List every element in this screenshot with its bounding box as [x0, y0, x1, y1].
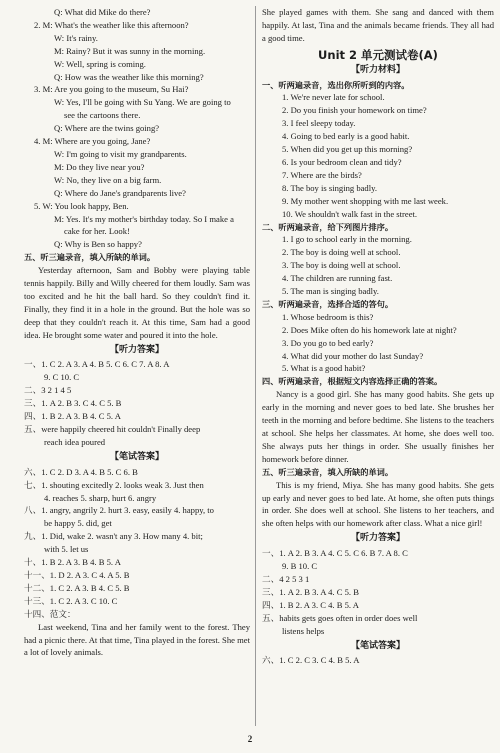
answer-line: 六、1. C 2. C 3. C 4. B 5. A [262, 655, 360, 666]
answer-line: 十四、范文： [24, 608, 76, 619]
answer-line: 七、1. shouting excitedly 2. looks weak 3. Just then [24, 479, 204, 490]
list-item: 5. What is a good habit? [282, 363, 366, 374]
answer-line: with 5. let us [44, 544, 89, 555]
page-number: 2 [247, 734, 253, 744]
answer-line: 三、1. A 2. B 3. C 4. C 5. B [24, 398, 122, 409]
listening-answers-title: 【听力答案】 [109, 344, 164, 355]
text-line: W: Well, spring is coming. [54, 58, 146, 69]
section-5-paragraph: This is my friend, Miya. She has many good habits. She gets up early and never goes to bed late. At home, she often puts things in order. She does well at school. She listens to her teachers, and she often helps with our homework after class. What a nice girl! [262, 479, 494, 529]
answer-line: 四、1. B 2. A 3. C 4. B 5. A [262, 599, 359, 610]
section-title: 五、听三遍录音，填入所缺的单词。 [24, 252, 156, 263]
section-title: 三、听两遍录音，选择合适的答句。 [262, 298, 394, 309]
text-line: Q: How was the weather like this morning? [54, 71, 204, 82]
answer-line: reach idea poured [44, 436, 106, 447]
list-item: 5. When did you get up this morning? [282, 144, 413, 155]
answer-line: 十二、1. C 2. A 3. B 4. C 5. B [24, 582, 130, 593]
answer-line: 一、1. A 2. B 3. A 4. C 5. C 6. B 7. A 8. C [262, 548, 408, 559]
list-item: 3. Do you go to bed early? [282, 337, 374, 348]
section-title: 五、听三遍录音，填入所缺的单词。 [262, 466, 394, 477]
answer-line: 六、1. C 2. D 3. A 4. B 5. C 6. B [24, 466, 138, 477]
answer-line: 九、1. Did, wake 2. wasn't any 3. How many 4. bit; [24, 531, 203, 542]
text-line: Q: What did Mike do there? [54, 7, 151, 17]
section-2-list [262, 233, 494, 298]
section-title: 四、听两遍录音，根据短文内容选择正确的答案。 [262, 376, 443, 387]
story-paragraph: Yesterday afternoon, Sam and Bobby were playing table tennis happily. Billy and Willy cheered for them loudly. Sam was too excited and he hit the ball hard. So they couldn't find it. Finally, they find it in a hole in the ground. But the hole was so deep that they couldn't reach it. At this time, Sam had a good idea. He brought some water and poured it into the hole. [24, 265, 250, 340]
answer-line: 4. reaches 5. sharp, hurt 6. angry [44, 492, 157, 503]
text-line: M: Do they live near you? [54, 161, 145, 172]
list-item: 2. Do you finish your homework on time? [282, 105, 427, 116]
list-item: 4. What did your mother do last Sunday? [282, 350, 424, 361]
list-item: 1. Whose bedroom is this? [282, 311, 374, 322]
answer-line: 五、habits gets goes often in order does well [262, 612, 418, 623]
list-item: 6. Is your bedroom clean and tidy? [282, 156, 402, 167]
answer-line: 三、1. A 2. B 3. A 4. C 5. B [262, 586, 359, 597]
list-item: 4. Going to bed early is a good habit. [282, 131, 410, 142]
list-item: 3. The boy is doing well at school. [282, 260, 401, 271]
list-item: 1. We're never late for school. [282, 92, 385, 103]
answer-line: 八、1. angry, angrily 2. hurt 3. easy, easily 4. happy, to [24, 505, 214, 516]
list-item: 2. The boy is doing well at school. [282, 247, 401, 258]
text-line: Q: Why is Ben so happy? [54, 239, 142, 250]
answer-line: 二、4 2 5 3 1 [262, 573, 310, 584]
text-line: W: No, they live on a big farm. [54, 174, 162, 185]
text-line: M: Rainy? But it was sunny in the morning. [54, 45, 206, 56]
right-column [262, 6, 494, 667]
text-line: Q: Where do Jane's grandparents live? [54, 187, 186, 198]
list-item: 3. I feel sleepy today. [282, 118, 356, 129]
left-column [24, 6, 250, 659]
list-item: 8. The boy is singing badly. [282, 182, 378, 193]
unit-title: Unit 2 单元测试卷(A) [318, 47, 438, 62]
listening-answers-title: 【听力答案】 [350, 533, 405, 544]
section-1-list [262, 91, 494, 220]
section-4-paragraph: Nancy is a good girl. She has many good habits. She gets up early in the morning and never goes to bed late. She brushes her teeth in the morning and before bedtime. She listens to the teachers at school. She helps her classmates. At home, she does well too. She always puts her things in order. She usually finishes her homework before dinner. [262, 389, 494, 464]
answer-line: 十一、1. D 2. A 3. C 4. A 5. B [24, 569, 130, 580]
text-line: W: Yes, I'll be going with Su Yang. We are going to [54, 97, 231, 108]
text-line: Q: Where are the twins going? [54, 123, 160, 134]
answer-line: 9. C 10. C [44, 372, 80, 383]
listening-material-title: 【听力材料】 [350, 64, 405, 75]
text-line: 4. M: Where are you going, Jane? [34, 136, 151, 147]
text-line: W: It's rainy. [54, 32, 98, 43]
text-line: W: I'm going to visit my grandparents. [54, 148, 187, 159]
list-item: 1. I go to school early in the morning. [282, 234, 412, 245]
section-title: 二、听两遍录音，给下列图片排序。 [262, 221, 394, 232]
text-line: M: Yes. It's my mother's birthday today. So I make a [54, 213, 234, 224]
answer-line: 二、3 2 1 4 5 [24, 385, 72, 396]
answer-line: be happy 5. did, get [44, 518, 112, 529]
section-title: 一、听两遍录音，选出你所听到的内容。 [262, 79, 410, 90]
text-line: 3. M: Are you going to the museum, Su Hai? [34, 84, 189, 95]
answer-line: 十三、1. C 2. A 3. C 10. C [24, 595, 118, 606]
answer-line: 9. B 10. C [282, 561, 318, 572]
written-answers-title: 【笔试答案】 [109, 451, 164, 462]
essay-continued: She played games with them. She sang and danced with them happily. At last, Tina and the animals became friends. They all had a good time. [262, 7, 494, 43]
answer-line: listens helps [282, 625, 325, 636]
text-line: cake for her. Look! [64, 226, 130, 237]
list-item: 9. My mother went shopping with me last week. [282, 195, 449, 206]
list-item: 7. Where are the birds? [282, 169, 362, 180]
column-divider [255, 6, 256, 726]
text-line: see the cartoons there. [64, 110, 141, 121]
written-answers-title: 【笔试答案】 [350, 640, 405, 651]
answer-line: 一、1. C 2. A 3. A 4. B 5. C 6. C 7. A 8. A [24, 359, 170, 370]
answer-line: 四、1. B 2. A 3. B 4. C 5. A [24, 411, 121, 422]
text-line: 2. M: What's the weather like this afternoon? [34, 19, 189, 30]
answer-line: 十、1. B 2. A 3. B 4. B 5. A [24, 557, 121, 568]
list-item: 10. We shouldn't walk fast in the street. [282, 208, 418, 219]
list-item: 4. The children are running fast. [282, 273, 393, 284]
text-line: 5. W: You look happy, Ben. [34, 200, 129, 211]
answer-line: 五、were happily cheered hit couldn't Finally deep [24, 424, 201, 434]
section-3-list [262, 311, 494, 376]
list-item: 5. The man is singing badly. [282, 286, 379, 297]
essay-paragraph: Last weekend, Tina and her family went to the forest. They had a picnic there. At that time, Tina played in the forest. She met a lot of lovely animals. [24, 621, 250, 658]
list-item: 2. Does Mike often do his homework late at night? [282, 324, 457, 335]
